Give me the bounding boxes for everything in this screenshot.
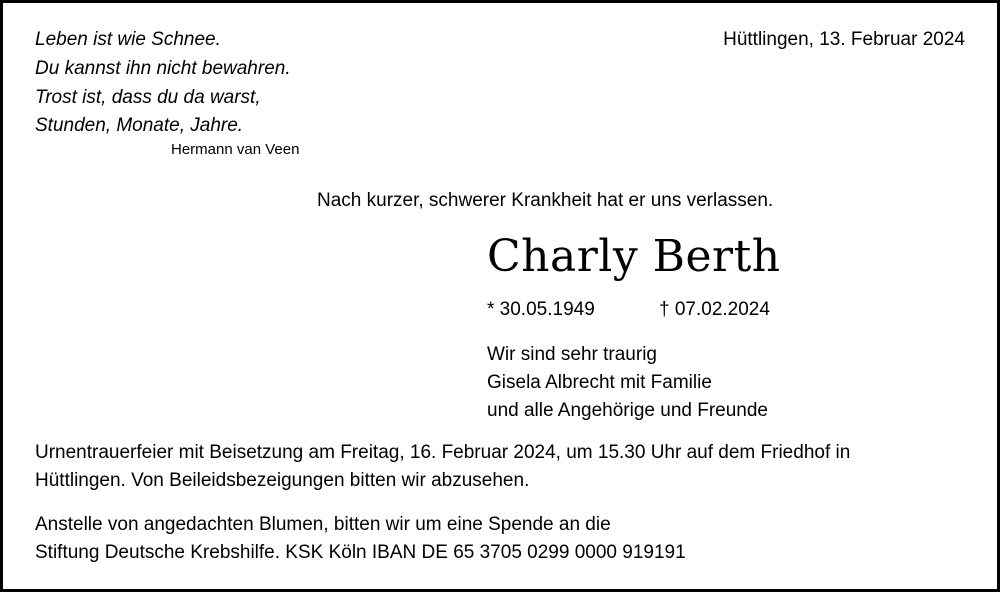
poem-line: Du kannst ihn nicht bewahren. xyxy=(35,58,291,79)
death-date: † 07.02.2024 xyxy=(659,299,770,320)
funeral-line: Hüttlingen. Von Beileidsbezeigungen bitten wir abzusehen. xyxy=(35,470,530,491)
donation-line: Stiftung Deutsche Krebshilfe. KSK Köln IBAN DE 65 3705 0299 0000 919191 xyxy=(35,542,686,563)
mourner-line: Gisela Albrecht mit Familie xyxy=(487,372,712,393)
poem-line: Trost ist, dass du da warst, xyxy=(35,87,261,108)
donation-line: Anstelle von angedachten Blumen, bitten wir um eine Spende an die xyxy=(35,514,611,535)
poem-line: Leben ist wie Schnee. xyxy=(35,29,221,50)
funeral-line: Urnentrauerfeier mit Beisetzung am Freitag, 16. Februar 2024, um 15.30 Uhr auf dem Friedhof in xyxy=(35,442,851,463)
mourner-line: Wir sind sehr traurig xyxy=(487,344,657,365)
poem-line: Stunden, Monate, Jahre. xyxy=(35,115,244,136)
mourner-line: und alle Angehörige und Freunde xyxy=(487,400,769,421)
poem-author: Hermann van Veen xyxy=(171,141,300,158)
deceased-name: Charly Berth xyxy=(487,231,781,282)
birth-date: * 30.05.1949 xyxy=(487,299,595,320)
intro-text: Nach kurzer, schwerer Krankheit hat er uns verlassen. xyxy=(317,190,774,211)
place-date: Hüttlingen, 13. Februar 2024 xyxy=(723,29,965,50)
